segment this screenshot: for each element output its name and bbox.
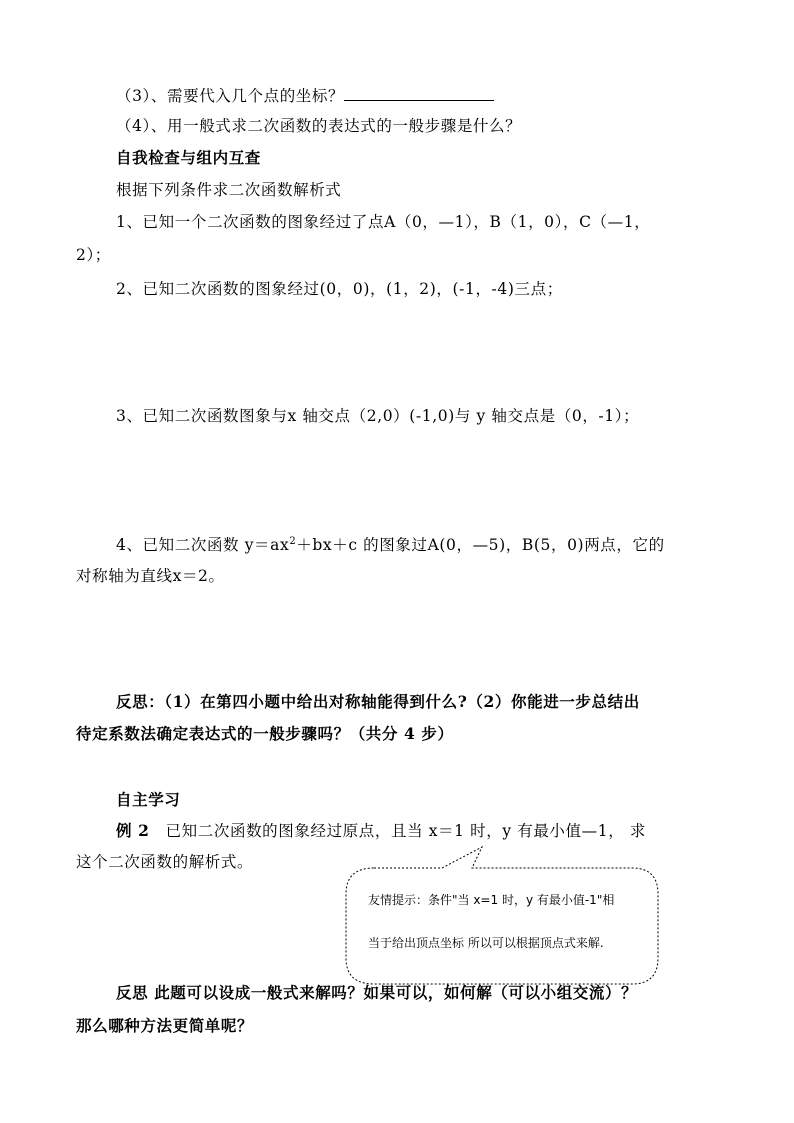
hint-line-1: 友情提示：条件"当 x=1 时，y 有最小值-1"相	[368, 893, 615, 907]
answer-blank[interactable]	[344, 86, 494, 101]
example-text: 已知二次函数的图象经过原点，且当 x＝1 时，y 有最小值—1， 求	[149, 822, 646, 840]
question-4: （4）、用一般式求二次函数的表达式的一般步骤是什么？	[116, 117, 522, 135]
example-label: 例 2	[116, 821, 150, 840]
problem-3: 3、已知二次函数图象与x 轴交点（2,0）(-1,0)与 y 轴交点是（0，-1）；	[116, 407, 640, 425]
problem-4-post: ＋bx＋c 的图象过A(0，—5)，B(5，0)两点，它的	[296, 536, 665, 554]
reflection-1-line-1: 反思：（1）在第四小题中给出对称轴能得到什么?（2）你能进一步总结出	[116, 692, 640, 711]
problem-1-line-2: 2）；	[76, 246, 111, 264]
self-check-intro: 根据下列条件求二次函数解析式	[116, 181, 342, 199]
problem-4-pre: 4、已知二次函数 y＝ax	[116, 536, 290, 554]
problem-4-line-2: 对称轴为直线x＝2。	[76, 567, 225, 585]
problem-2: 2、已知二次函数的图象经过(0，0)，(1，2)，(-1，-4)三点；	[116, 280, 563, 298]
hint-line-2: 当于给出顶点坐标 所以可以根据顶点式来解.	[368, 936, 604, 950]
problem-4-line-1	[116, 535, 665, 555]
reflection-2-line-2: 那么哪种方法更简单呢？	[76, 1016, 254, 1035]
reflection-1-line-2: 待定系数法确定表达式的一般步骤吗？（共分 4 步）	[76, 724, 454, 743]
self-check-heading: 自我检查与组内互查	[116, 148, 261, 167]
question-3-text: （3）、需要代入几个点的坐标？	[116, 87, 345, 105]
hint-callout	[340, 846, 666, 988]
exponent: 2	[289, 535, 297, 547]
example-2-line-2: 这个二次函数的解析式。	[76, 853, 254, 871]
self-study-heading: 自主学习	[116, 790, 181, 809]
example-2-line-1	[116, 821, 646, 841]
reflection-2-line-1: 反思 此题可以设成一般式来解吗？如果可以，如何解（可以小组交流）？	[116, 983, 638, 1002]
callout-bubble-shape	[340, 846, 666, 988]
question-3	[116, 86, 494, 106]
problem-1-line-1: 1、已知一个二次函数的图象经过了点A（0，—1），B（1，0），C（—1，	[116, 213, 651, 231]
